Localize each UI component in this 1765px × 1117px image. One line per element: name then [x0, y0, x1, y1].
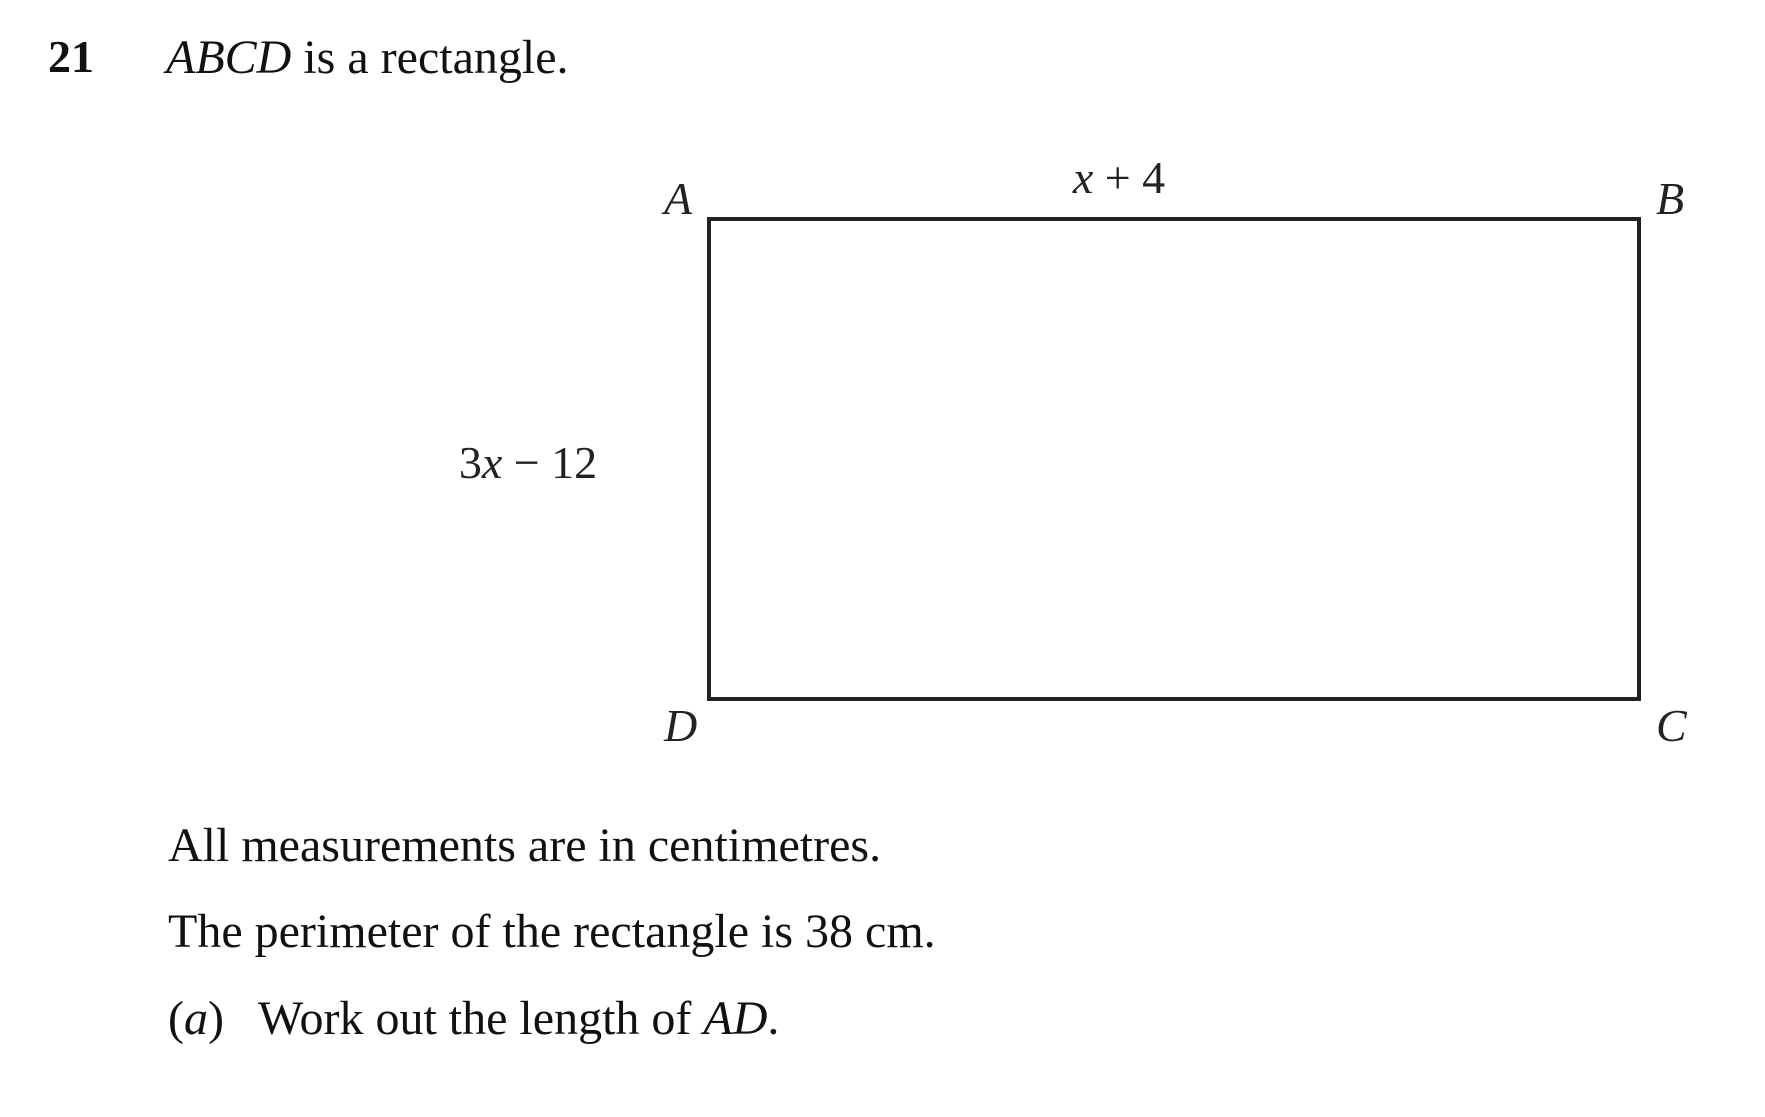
measurements-note: All measurements are in centimetres.	[168, 819, 882, 872]
side-ab-label	[1072, 152, 1165, 203]
vertex-d-label: D	[664, 700, 698, 751]
intro-text: is a rectangle.	[291, 31, 569, 84]
side-ad-variable: x	[481, 437, 503, 488]
rectangle-abcd	[709, 219, 1639, 699]
side-ab-rest: + 4	[1093, 152, 1166, 203]
question-number: 21	[48, 31, 94, 82]
perimeter-statement: The perimeter of the rectangle is 38 cm.	[168, 905, 936, 958]
side-ad-coefficient: 3	[458, 437, 482, 488]
part-a-end: .	[767, 992, 780, 1045]
side-ad-rest: − 12	[502, 437, 598, 488]
side-ab-variable: x	[1072, 152, 1094, 203]
vertex-a-label: A	[664, 173, 693, 224]
vertex-c-label: C	[1656, 700, 1687, 751]
shape-name: ABCD	[166, 31, 292, 84]
part-a-text: Work out the length of	[258, 992, 704, 1045]
part-a-label	[168, 992, 258, 1045]
part-label-open: (	[168, 992, 184, 1045]
part-a-question	[168, 992, 780, 1045]
side-ad-label	[459, 437, 597, 488]
part-a-target: AD	[703, 992, 768, 1045]
part-label-close: )	[207, 992, 224, 1045]
vertex-b-label: B	[1656, 173, 1685, 224]
part-label-letter: a	[183, 992, 208, 1045]
